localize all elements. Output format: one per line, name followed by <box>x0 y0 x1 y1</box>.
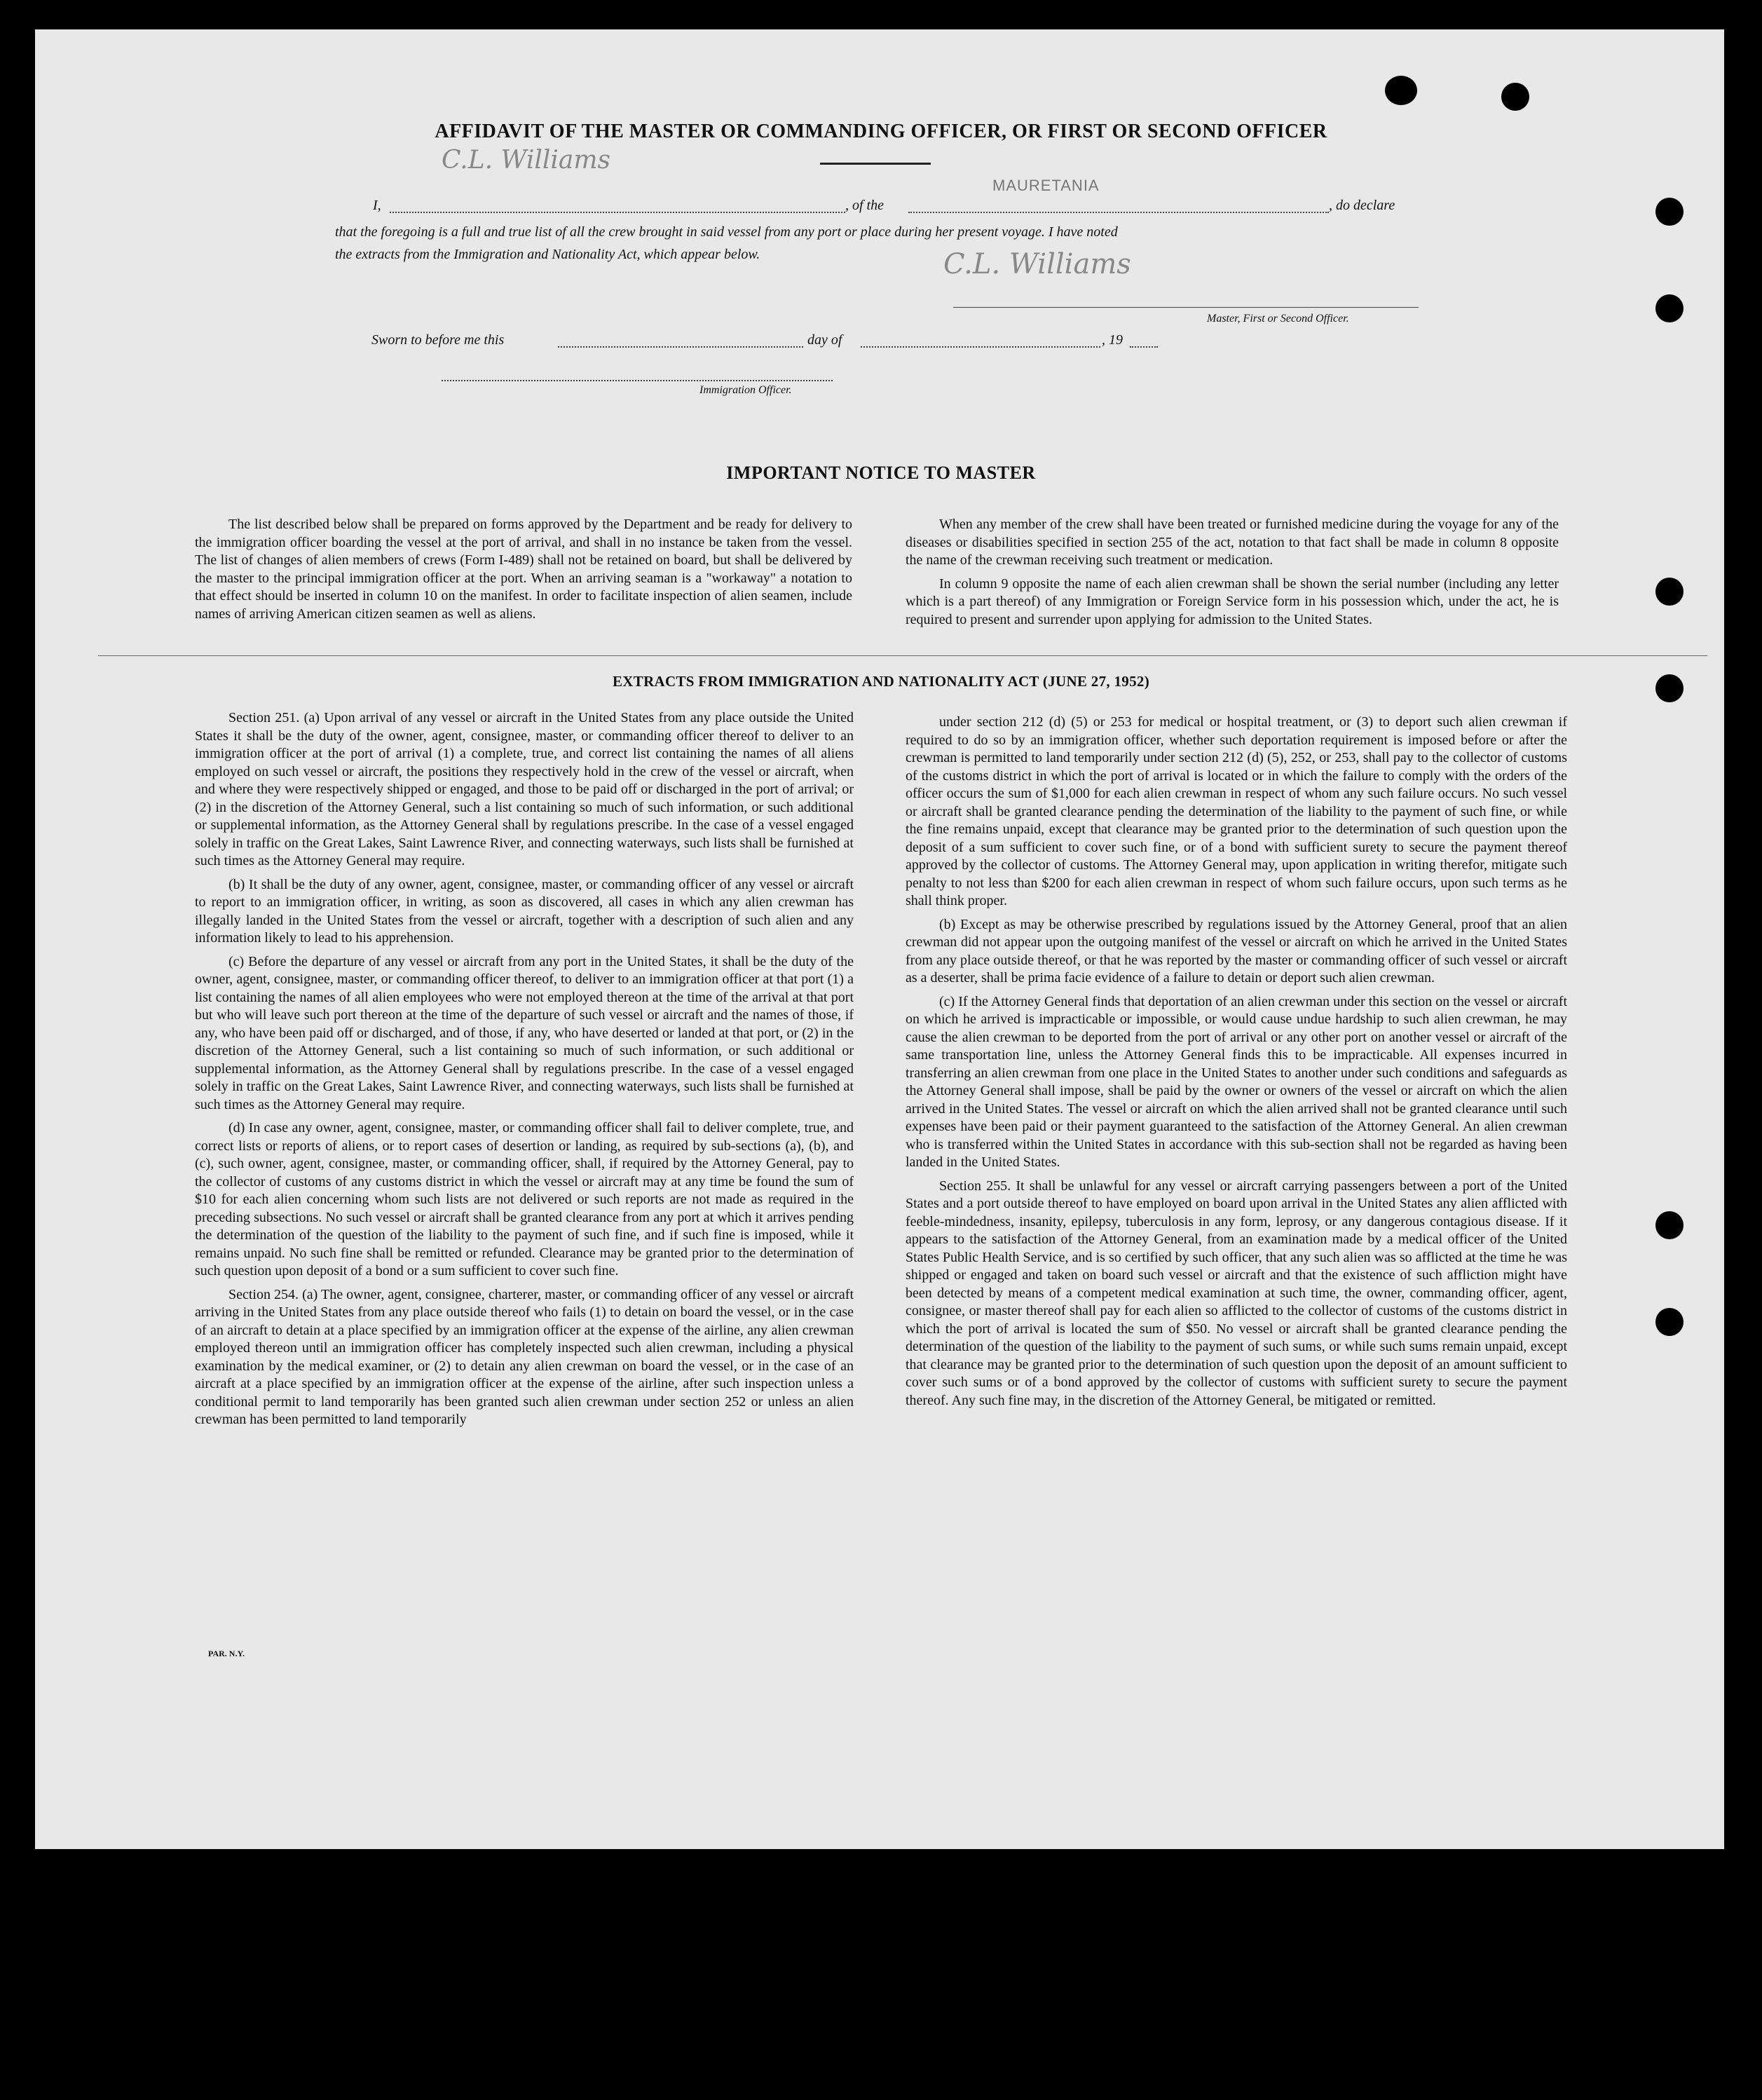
vessel-blank <box>908 212 1329 213</box>
extracts-title: EXTRACTS FROM IMMIGRATION AND NATIONALITY ACT (JUNE 27, 1952) <box>613 673 1149 690</box>
extract-paragraph: (d) In case any owner, agent, consignee, master, or commanding officer shall fail to deliver complete, true, and correct lists or reports of aliens, or to report cases of desertion or landing, as required by sub-sections (a), (b), and (c), such owner, agent, consignee, master, or commanding officer, shall, if required by the Attorney General, pay to the collector of customs of any customs district in which the vessel or aircraft may at any time be found the sum of $10 for each alien concerning whom such lists are not delivered or such reports are not made as required in the preceding subsections. No such vessel or aircraft shall be granted clearance from any port at which it arrives pending the determination of the question of the liability to the payment of such fine, and if such fine is imposed, while it remains unpaid. No such fine shall be remitted or refunded. Clearance may be granted prior to the determination of such question upon deposit of a bond or a sum sufficient to cover such fine. <box>195 1120 854 1279</box>
name-blank <box>390 212 845 213</box>
notice-right-paragraph: In column 9 opposite the name of each alien crewman shall be shown the serial number (including any letter which is a part thereof) of any Immigration or Foreign Service form in his possession which, under the act, he is required to present and surrender upon applying for admission to the United States. <box>906 575 1559 627</box>
notice-left-paragraph: The list described below shall be prepared on forms approved by the Department and be ready for delivery to the immigration officer boarding the vessel at the port of arrival, and shall in no instance be taken from the vessel. The list of changes of alien members of crews (Form I-489) shall not be retained on board, but shall be delivered by the master to the principal immigration officer at the port. When an arriving seaman is a "workaway" a notation to that effect should be inserted in column 10 on the manifest. In order to facilitate inspection of alien seamen, include names of arriving American citizen seamen as well as aliens. <box>195 517 852 622</box>
extract-paragraph: Section 254. (a) The owner, agent, consignee, charterer, master, or commanding officer of any vessel or aircraft arriving in the United States from any place outside thereof who fails (1) to detain on board the vessel, or in the case of an aircraft to detain at a place specified by an immigration officer at the expense of the airline, any alien crewman employed thereon until an immigration officer has completely inspected such alien crewman, including a physical examination by the medical examiner, or (2) to detain any alien crewman on board the vessel, or in the case of an aircraft at a place specified by an immigration officer at the expense of the airline, after such inspection unless a conditional permit to land temporarily has been granted such alien crewman under section 252 or unless an alien crewman has been permitted to land temporarily <box>195 1286 854 1427</box>
extracts-left-column <box>195 709 854 1429</box>
affidavit-title: AFFIDAVIT OF THE MASTER OR COMMANDING OFFICER, OR FIRST OR SECOND OFFICER <box>435 121 1327 142</box>
affidavit-i: I, <box>373 198 381 213</box>
punch-hole <box>1655 578 1684 606</box>
immigration-officer-line <box>442 380 833 381</box>
extract-paragraph: (c) Before the departure of any vessel or aircraft from any port in the United States, it shall be the duty of the owner, agent, consignee, master, or commanding officer thereof, to deliver to an immigration officer at that port (1) a list containing the names of all alien employees who were not employed thereon at the time of the arrival at that port but who will leave such port thereon at the time of the departure of such vessel or aircraft and the names of those, if any, who have been paid off or discharged, and of those, if any, who have deserted or landed at that port, or (2) in the discretion of the Attorney General, such a list containing so much of such information, or such additional or supplemental information, as the Attorney General shall by regulations prescribe. In the case of a vessel engaged solely in traffic on the Great Lakes, Saint Lawrence River, and connecting waterways, such lists shall be furnished at such times as the Attorney General may require. <box>195 953 854 1112</box>
title-rule <box>820 163 931 165</box>
handwritten-name: C.L. Williams <box>442 146 610 175</box>
signature-line <box>953 307 1419 308</box>
sworn-day-blank <box>558 346 803 348</box>
vessel-name: MAURETANIA <box>992 177 1100 194</box>
extract-paragraph: under section 212 (d) (5) or 253 for medical or hospital treatment, or (3) to deport such alien crewman if required to do so by an immigration officer, whether such deportation requirement is imposed before or after the crewman is permitted to land temporarily under section 212 (d) (5), 252, or 253, shall pay to the collector of customs of the customs district in which the port of arrival is located or in which the failure to comply with the orders of the officer occurs the sum of $1,000 for each alien crewman in respect of whom any such failure occurs. No such vessel or aircraft shall be granted clearance pending the determination of the liability to the payment of such fine, or while the fine remains unpaid, except that clearance may be granted prior to the determination of such question upon the deposit of a sum sufficient to cover such fine, or of a bond with sufficient surety to secure the payment thereof approved by the collector of customs. The Attorney General may, upon application in writing therefor, mitigate such penalty to not less than $200 for each alien crewman in respect of whom such failure occurs, upon such terms as he shall think proper. <box>906 714 1567 908</box>
extract-paragraph: (b) It shall be the duty of any owner, agent, consignee, master, or commanding officer of any vessel or aircraft to report to an immigration officer, in writing, as soon as discovered, all cases in which any alien crewman has illegally landed in the United States from the vessel or aircraft, together with a description of such alien and any information likely to lead to his apprehension. <box>195 876 854 946</box>
affidavit-declare: , do declare <box>1329 198 1395 213</box>
notice-divider <box>98 655 1707 656</box>
punch-hole <box>1501 83 1529 111</box>
printer-mark: PAR. N.Y. <box>208 1649 245 1658</box>
master-signature: C.L. Williams <box>943 248 1131 280</box>
punch-hole <box>1385 76 1417 105</box>
immigration-officer-caption: Immigration Officer. <box>699 384 792 396</box>
affidavit-of-the: , of the <box>845 198 884 213</box>
notice-right-paragraph: When any member of the crew shall have been treated or furnished medicine during the voyage for any of the diseases or disabilities specified in section 255 of the act, notation to that fact shall be made in column 8 opposite the name of the crewman receiving such treatment or medication. <box>906 517 1559 568</box>
year-blank <box>1130 346 1158 348</box>
notice-right-column <box>906 516 1559 629</box>
sworn-month-blank <box>861 346 1100 348</box>
extract-paragraph: Section 251. (a) Upon arrival of any vessel or aircraft in the United States from any place outside the United States it shall be the duty of the owner, agent, consignee, master, or commanding officer thereof to deliver to an immigration officer at the port of arrival (1) a complete, true, and correct list containing the names of all aliens employed on such vessel or aircraft, the positions they respectively hold in the crew of the vessel or aircraft, when and where they were respectively shipped or engaged, and those to be paid off or discharged in the port of arrival; or (2) in the discretion of the Attorney General, such a list containing so much of such information, or such additional or supplemental information, as the Attorney General shall by regulations prescribe. In the case of a vessel engaged solely in traffic on the Great Lakes, Saint Lawrence River, and connecting waterways, such lists shall be furnished at such times as the Attorney General may require. <box>195 710 854 868</box>
extract-paragraph: (c) If the Attorney General finds that deportation of an alien crewman under this section on the vessel or aircraft on which he arrived is impracticable or impossible, or would cause undue hardship to such alien crewman, he may cause the alien crewman to be deported from the port of arrival or any other port on another vessel or aircraft of the same transportation line, unless the Attorney General finds this to be impracticable. All expenses incurred in transferring an alien crewman from one place in the United States to another under such conditions and safeguards as the Attorney General shall impose, shall be paid by the owner or owners of the vessel or aircraft on which the alien arrived in the United States. The vessel or aircraft on which the alien arrived shall not be granted clearance until such expenses have been paid or their payment guaranteed to the satisfaction of the Attorney General. An alien crewman who is transferred within the United States in accordance with this sub-section shall not be regarded as having been landed in the United States. <box>906 993 1567 1170</box>
sworn-text: Sworn to before me this <box>371 332 505 348</box>
punch-hole <box>1655 294 1684 322</box>
punch-hole <box>1655 1308 1684 1336</box>
punch-hole <box>1655 198 1684 226</box>
day-of-text: day of <box>807 332 842 348</box>
notice-title: IMPORTANT NOTICE TO MASTER <box>726 463 1036 483</box>
extract-paragraph: Section 255. It shall be unlawful for any vessel or aircraft carrying passengers between a port of the United States and a port outside thereof to have employed on board upon arrival in the United States any alien afflicted with feeble-mindedness, insanity, epilepsy, tuberculosis in any form, leprosy, or any dangerous contagious disease. If it appears to the satisfaction of the Attorney General, from an examination made by a medical officer of the United States Public Health Service, and is so certified by such officer, that any such alien was so afflicted at the time he was shipped or engaged and taken on board such vessel or aircraft and that the existence of such affliction might have been detected by means of a competent medical examination at such time, the owner, commanding officer, agent, consignee, or master thereof shall pay for each alien so afflicted to the collector of customs of the customs district in which the port of arrival is located the sum of $50. No vessel or aircraft shall be granted clearance pending the determination of the question of the liability to the payment of such sums, or while such sums remain unpaid, except that clearance may be granted prior to the determination of such question upon the deposit of an amount sufficient to cover such sums or of a bond approved by the collector of customs with sufficient surety to secure the payment thereof. Any such fine may, in the discretion of the Attorney General, be mitigated or remitted. <box>906 1178 1567 1408</box>
punch-hole <box>1655 1211 1684 1239</box>
extracts-right-column <box>906 714 1567 1410</box>
notice-left-column <box>195 516 852 623</box>
statement-line-1: that the foregoing is a full and true list of all the crew brought in said vessel from any port or place during her present voyage. I have noted <box>335 224 1118 240</box>
extract-paragraph: (b) Except as may be otherwise prescribed by regulations issued by the Attorney General, proof that an alien crewman did not appear upon the outgoing manifest of the vessel or aircraft on which he arrived in the United States from any place outside thereof, or that he was reported by the master or commanding officer of such vessel or aircraft as a deserter, shall be prima facie evidence of a failure to detain or deport such alien crewman. <box>906 916 1567 986</box>
signature-caption: Master, First or Second Officer. <box>1207 313 1349 325</box>
year-prefix: , 19 <box>1102 332 1123 348</box>
statement-line-2: the extracts from the Immigration and Nationality Act, which appear below. <box>335 247 760 262</box>
